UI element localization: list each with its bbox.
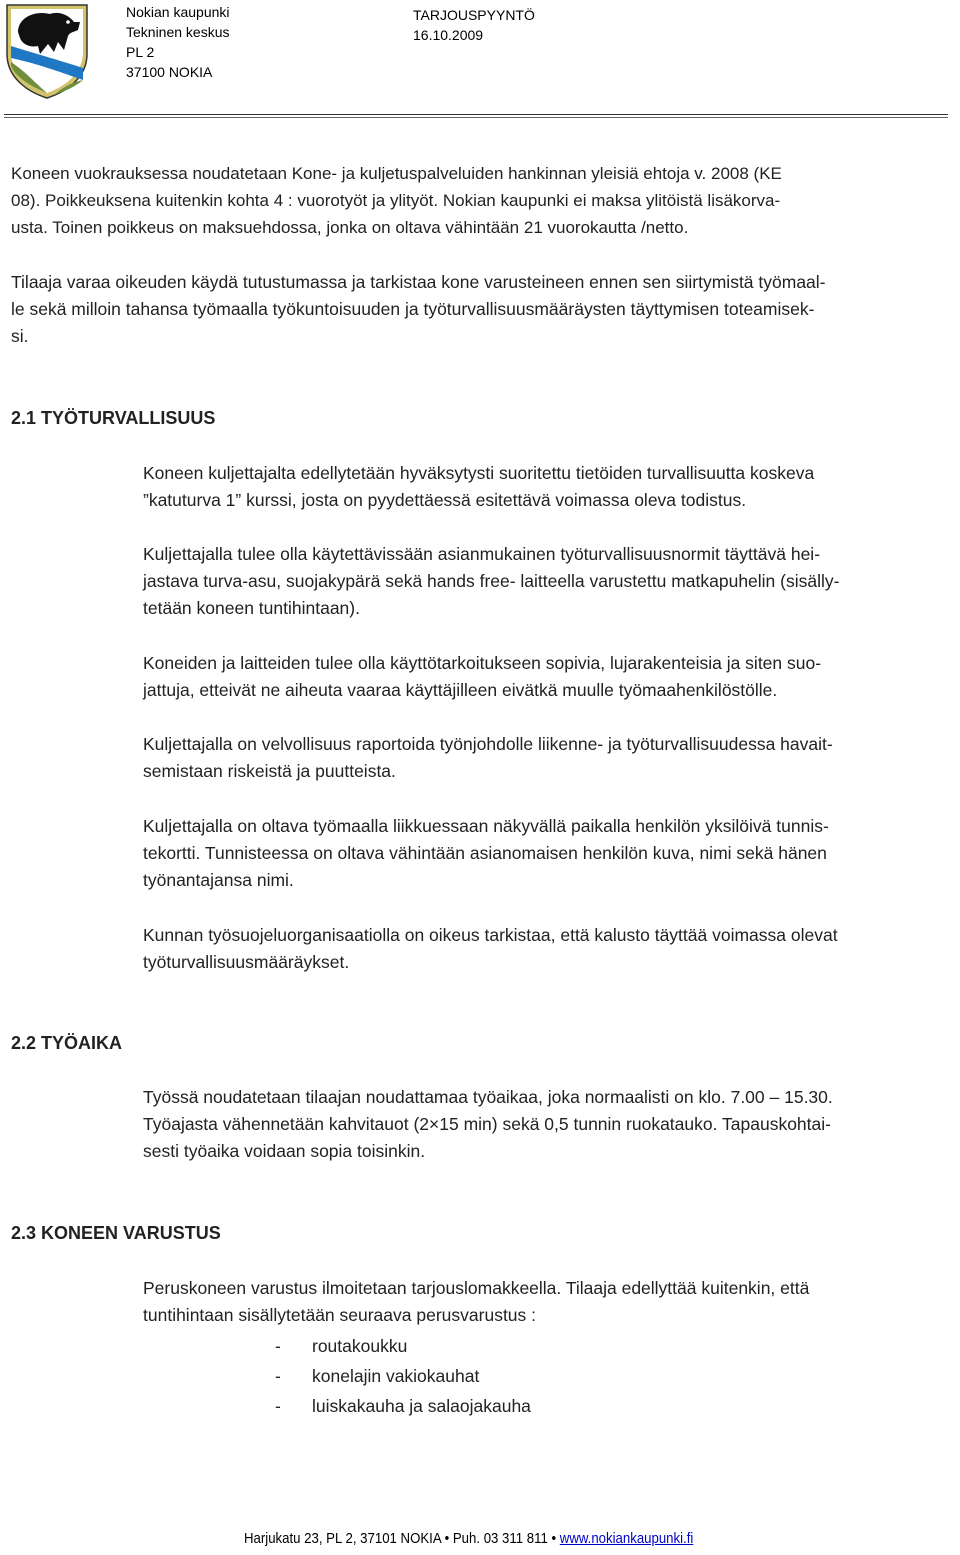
city-crest-icon [4,2,90,100]
text-line: le sekä milloin tahansa työmaalla työkuntoisuuden ja työturvallisuusmääräysten täyttymisen toteamisek- [11,299,815,319]
text-line: si. [11,326,29,346]
text-line: tuntihintaan sisällytetään seuraava perusvarustus : [143,1305,537,1325]
list-item-text: luiskakauha ja salaojakauha [312,1396,531,1416]
org-department: Tekninen keskus [126,24,230,40]
org-postal-code: 37100 NOKIA [126,64,213,80]
list-marker: - [275,1336,281,1356]
text-line: usta. Toinen poikkeus on maksuehdossa, jonka on oltava vähintään 21 vuorokautta /netto. [11,218,689,237]
text-line: sesti työaika voidaan sopia toisinkin. [143,1141,426,1161]
footer-bullet: • [444,1530,450,1547]
list-item-text: routakoukku [312,1336,408,1356]
org-name: Nokian kaupunki [126,4,230,20]
text-line: 08). Poikkeuksena kuitenkin kohta 4 : vuorotyöt ja ylityöt. Nokian kaupunki ei maksa ylitöistä lisäkorva- [11,191,781,210]
header-divider [4,114,948,115]
section-heading-2-1: 2.1 TYÖTURVALLISUUS [11,408,216,428]
header-divider-thin [4,117,948,118]
footer-website-link[interactable]: www.nokiankaupunki.fi [559,1530,694,1547]
text-line: Koneen kuljettajalta edellytetään hyväksytysti suoritettu tietöiden turvallisuutta koskeva [143,463,815,483]
safety-paragraph-4 [143,731,833,785]
intro-paragraph-2 [11,269,826,350]
section-heading-2-2: 2.2 TYÖAIKA [11,1033,123,1053]
text-line: Kuljettajalla tulee olla käytettävissään asianmukainen työturvallisuusnormit täyttävä hei- [143,544,821,564]
safety-paragraph-5 [143,813,829,894]
doc-type: TARJOUSPYYNTÖ [413,7,535,23]
section-heading-2-3: 2.3 KONEEN VARUSTUS [11,1223,221,1243]
text-line: ”katuturva 1” kurssi, josta on pyydettäessä esitettävä voimassa oleva todistus. [143,490,747,510]
list-item [275,1363,675,1393]
org-address-block [126,2,230,82]
text-line: Kuljettajalla on velvollisuus raportoida työnjohdolle liikenne- ja työturvallisuudessa havait- [143,734,833,754]
list-marker: - [275,1396,281,1416]
text-line: Peruskoneen varustus ilmoitetaan tarjouslomakkeella. Tilaaja edellyttää kuitenkin, että [143,1278,810,1298]
footer-bullet: • [551,1530,557,1547]
text-line: työturvallisuusmääräykset. [143,952,350,972]
safety-paragraph-3 [143,650,821,704]
working-hours-paragraph [143,1084,833,1165]
safety-paragraph-2 [143,541,839,622]
footer-address: Harjukatu 23, PL 2, 37101 NOKIA [244,1530,441,1547]
safety-paragraph-1 [143,460,814,514]
list-item [275,1393,675,1423]
text-line: Koneiden ja laitteiden tulee olla käyttötarkoitukseen sopivia, lujarakenteisia ja siten suo- [143,653,822,673]
text-line: Tilaaja varaa oikeuden käydä tutustumassa ja tarkistaa kone varusteineen ennen sen siirtymistä työmaal- [11,272,826,292]
text-line: tetään koneen tuntihintaan). [143,598,360,618]
text-line: Kunnan työsuojeluorganisaatiolla on oikeus tarkistaa, että kalusto täyttää voimassa olevat [143,925,838,945]
text-line: tekortti. Tunnisteessa on oltava vähintään asianomaisen henkilön kuva, nimi sekä hänen [143,843,827,863]
list-item [275,1333,675,1363]
list-item-text: konelajin vakiokauhat [312,1366,480,1386]
intro-paragraph-1 [11,160,782,241]
equipment-paragraph [143,1275,809,1329]
text-line: Koneen vuokrauksessa noudatetaan Kone- ja kuljetuspalveluiden hankinnan yleisiä ehtoja v. 2008 (KE [11,164,782,183]
footer-phone: Puh. 03 311 811 [452,1530,548,1547]
text-line: jastava turva-asu, suojakypärä sekä hands free- laitteella varustettu matkapuhelin (sisälly- [143,571,840,591]
text-line: Kuljettajalla on oltava työmaalla liikkuessaan näkyvällä paikalla henkilön yksilöivä tunnis- [143,816,829,836]
list-marker: - [275,1366,281,1386]
doc-meta [413,5,535,45]
text-line: semistaan riskeistä ja puutteista. [143,761,396,781]
text-line: Työssä noudatetaan tilaajan noudattamaa työaikaa, joka normaalisti on klo. 7.00 – 15.30. [143,1087,833,1107]
text-line: Työajasta vähennetään kahvitauot (2×15 min) sekä 0,5 tunnin ruokatauko. Tapauskohtai- [143,1114,831,1134]
safety-paragraph-6 [143,922,838,976]
equipment-list [275,1333,675,1423]
text-line: työnantajansa nimi. [143,870,294,890]
org-po-box: PL 2 [126,44,155,60]
page-footer [244,1529,693,1549]
doc-date: 16.10.2009 [413,27,484,43]
text-line: jattuja, etteivät ne aiheuta vaaraa käyttäjilleen eivätkä muulle työmaahenkilöstölle. [143,680,778,700]
